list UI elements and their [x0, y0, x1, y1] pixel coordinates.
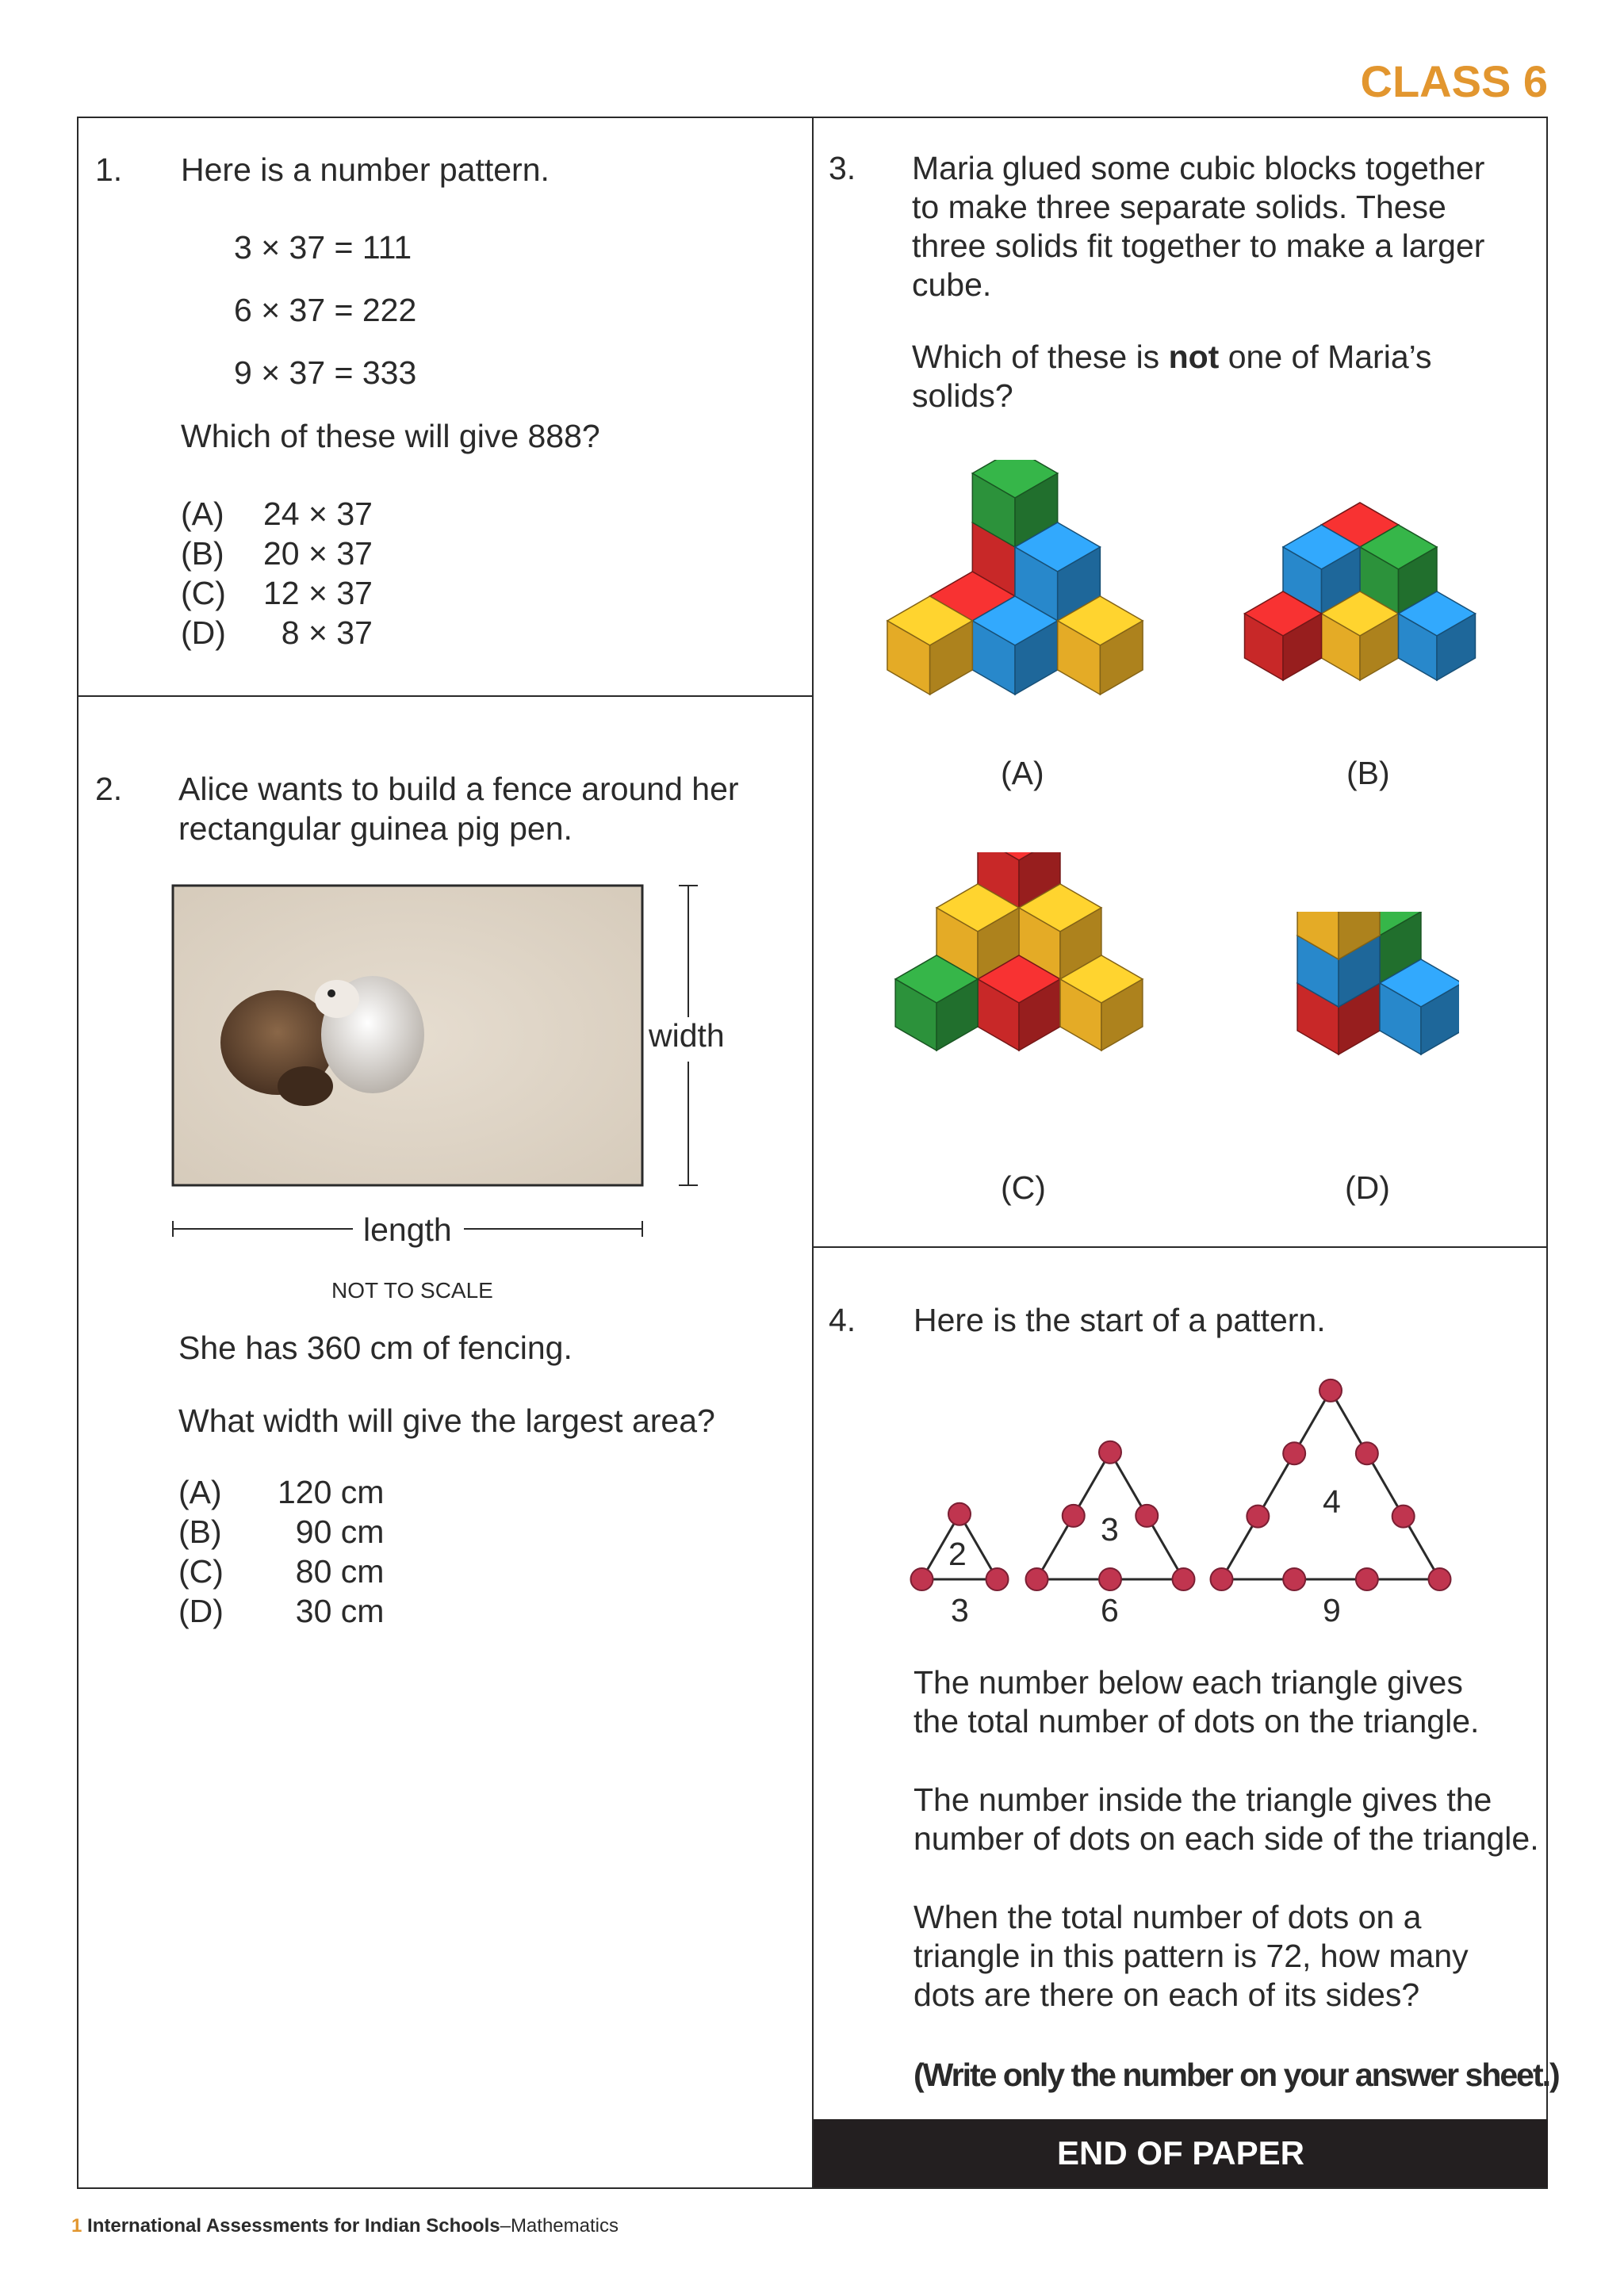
triangle-3-dot-8 [1356, 1442, 1378, 1464]
q1-option-a[interactable]: (A) 24 × 37 [181, 496, 373, 532]
q2-options [178, 1472, 384, 1631]
solid-b-label[interactable]: (B) [1346, 755, 1390, 791]
triangle-2-dot-3 [1099, 1568, 1121, 1590]
solid-c-label[interactable]: (C) [1001, 1169, 1046, 1206]
q2-line-1: Alice wants to build a fence around her [178, 771, 739, 807]
triangle-3-dot-3 [1211, 1568, 1233, 1590]
q4-intro: Here is the start of a pattern. [914, 1302, 1326, 1338]
q3-line-4: cube. [912, 266, 992, 303]
q1-equation-2: 6 × 37 = 222 [234, 292, 417, 328]
triangle-1-dot-1 [911, 1568, 933, 1590]
dot-triangle-pattern [904, 1372, 1475, 1633]
q4-para-3-line-2: triangle in this pattern is 72, how many [914, 1938, 1469, 1974]
q3-question-line-2: solids? [912, 377, 1013, 414]
solid-a-image [880, 460, 1150, 737]
q4-para-2-line-2: number of dots on each side of the triangle. [914, 1820, 1539, 1857]
q2-line-2: rectangular guinea pig pen. [178, 810, 573, 847]
triangle-3-dot-4 [1283, 1568, 1305, 1590]
length-label: length [363, 1211, 452, 1248]
triangle-1-side-count: 2 [948, 1536, 967, 1572]
solid-d-label[interactable]: (D) [1345, 1169, 1390, 1206]
q4-para-2-line-1: The number inside the triangle gives the [914, 1781, 1492, 1818]
triangle-1-dot-0 [948, 1503, 971, 1525]
q4-para-3-line-3: dots are there on each of its sides? [914, 1976, 1420, 2013]
q2-fencing: She has 360 cm of fencing. [178, 1330, 573, 1366]
q2-option-d[interactable]: (D) 30 cm [178, 1593, 385, 1629]
triangle-3-dot-2 [1247, 1506, 1269, 1528]
q1-number: 1. [95, 151, 123, 188]
q4-para-1-line-1: The number below each triangle gives [914, 1664, 1463, 1701]
q3-question: Which of these is not one of Maria’s [912, 339, 1432, 375]
q3-line-3: three solids fit together to make a larger [912, 228, 1485, 264]
class-label: CLASS 6 [1360, 56, 1548, 106]
q2-option-a[interactable]: (A) 120 cm [178, 1474, 385, 1510]
q2-option-c[interactable]: (C) 80 cm [178, 1553, 385, 1590]
triangle-3-dot-7 [1392, 1506, 1415, 1528]
triangle-2-side-count: 3 [1101, 1511, 1119, 1548]
column-divider [812, 117, 814, 2189]
triangle-3-dot-0 [1320, 1380, 1342, 1402]
triangle-2-dot-0 [1099, 1441, 1121, 1464]
solid-a-label[interactable]: (A) [1001, 755, 1044, 791]
q1-option-d[interactable]: (D) 8 × 37 [181, 614, 373, 651]
solid-d-image [1285, 912, 1459, 1134]
not-to-scale-note: NOT TO SCALE [331, 1278, 493, 1303]
footer-subject: –Mathematics [500, 2215, 619, 2237]
q3-line-2: to make three separate solids. These [912, 189, 1446, 225]
page-number: 1 [71, 2215, 82, 2237]
q2-question: What width will give the largest area? [178, 1402, 715, 1439]
page-footer [71, 2215, 619, 2237]
triangle-2-total: 6 [1101, 1592, 1119, 1628]
q1-options [181, 494, 373, 652]
q3-line-1: Maria glued some cubic blocks together [912, 150, 1485, 186]
triangle-3-dot-6 [1429, 1568, 1451, 1590]
q2-option-b[interactable]: (B) 90 cm [178, 1513, 385, 1550]
q1-equation-1: 3 × 37 = 111 [234, 229, 412, 266]
q4-para-1-line-2: the total number of dots on the triangle. [914, 1703, 1480, 1739]
q1-question: Which of these will give 888? [181, 418, 600, 454]
q2-number: 2. [95, 771, 123, 807]
solid-b-image [1225, 499, 1495, 737]
right-row-divider [812, 1246, 1548, 1248]
triangle-3-side-count: 4 [1323, 1483, 1341, 1520]
q1-intro: Here is a number pattern. [181, 151, 550, 188]
q3-number: 3. [829, 150, 856, 186]
solid-c-image [880, 852, 1158, 1130]
triangle-3-dot-5 [1356, 1568, 1378, 1590]
triangle-3-total: 9 [1323, 1592, 1341, 1628]
footer-title: International Assessments for Indian Schools [87, 2215, 500, 2237]
left-row-divider [77, 695, 814, 697]
end-of-paper-banner: END OF PAPER [814, 2119, 1548, 2187]
triangle-1-total: 3 [951, 1592, 969, 1628]
triangle-2-dot-4 [1173, 1568, 1195, 1590]
q4-para-3-line-1: When the total number of dots on a [914, 1899, 1422, 1935]
q1-option-c[interactable]: (C) 12 × 37 [181, 575, 373, 611]
triangle-3-dot-1 [1283, 1442, 1305, 1464]
guinea-pig-pen-diagram [159, 876, 745, 1241]
triangle-2-dot-2 [1026, 1568, 1048, 1590]
triangle-2-dot-5 [1136, 1505, 1158, 1527]
q1-option-b[interactable]: (B) 20 × 37 [181, 535, 373, 572]
q4-number: 4. [829, 1302, 856, 1338]
answer-instruction: (Write only the number on your answer sheet.) [914, 2057, 1559, 2093]
q1-equation-3: 9 × 37 = 333 [234, 354, 417, 391]
triangle-2-dot-1 [1063, 1505, 1085, 1527]
triangle-1-dot-2 [986, 1568, 1009, 1590]
width-label: width [649, 1017, 725, 1054]
